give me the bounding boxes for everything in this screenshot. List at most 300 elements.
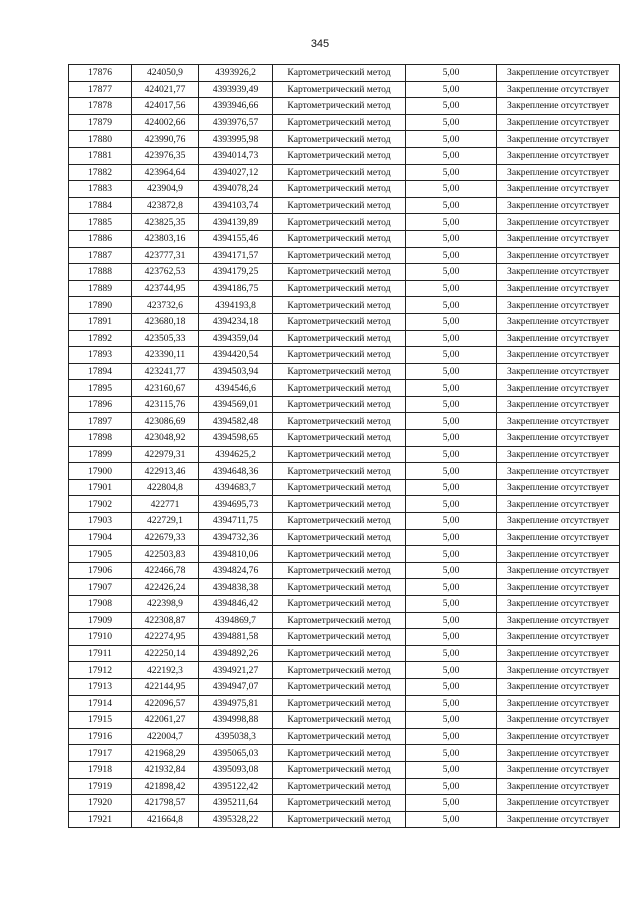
- table-row: [69, 363, 620, 380]
- method-cell: Картометрический метод: [273, 529, 406, 546]
- method-cell: Картометрический метод: [273, 546, 406, 563]
- accuracy-cell: 5,00: [406, 695, 497, 712]
- method-cell: Картометрический метод: [273, 181, 406, 198]
- x-coordinate-cell: 422804,8: [132, 479, 199, 496]
- method-cell: Картометрический метод: [273, 114, 406, 131]
- accuracy-cell: 5,00: [406, 280, 497, 297]
- x-coordinate-cell: 422426,24: [132, 579, 199, 596]
- x-coordinate-cell: 424002,66: [132, 114, 199, 131]
- y-coordinate-cell: 4394846,42: [199, 596, 273, 613]
- x-coordinate-cell: 423872,8: [132, 197, 199, 214]
- table-row: [69, 811, 620, 828]
- fixing-cell: Закрепление отсутствует: [497, 712, 620, 729]
- y-coordinate-cell: 4394359,04: [199, 330, 273, 347]
- y-coordinate-cell: 4395065,03: [199, 745, 273, 762]
- x-coordinate-cell: 422771: [132, 496, 199, 513]
- table-row: [69, 164, 620, 181]
- point-number-cell: 17906: [69, 562, 132, 579]
- x-coordinate-cell: 423904,9: [132, 181, 199, 198]
- fixing-cell: Закрепление отсутствует: [497, 81, 620, 98]
- method-cell: Картометрический метод: [273, 745, 406, 762]
- fixing-cell: Закрепление отсутствует: [497, 98, 620, 115]
- table-row: [69, 728, 620, 745]
- fixing-cell: Закрепление отсутствует: [497, 562, 620, 579]
- x-coordinate-cell: 423762,53: [132, 264, 199, 281]
- point-number-cell: 17898: [69, 430, 132, 447]
- method-cell: Картометрический метод: [273, 131, 406, 148]
- point-number-cell: 17921: [69, 811, 132, 828]
- x-coordinate-cell: 422250,14: [132, 645, 199, 662]
- fixing-cell: Закрепление отсутствует: [497, 529, 620, 546]
- table-row: [69, 446, 620, 463]
- fixing-cell: Закрепление отсутствует: [497, 479, 620, 496]
- accuracy-cell: 5,00: [406, 247, 497, 264]
- method-cell: Картометрический метод: [273, 230, 406, 247]
- accuracy-cell: 5,00: [406, 197, 497, 214]
- accuracy-cell: 5,00: [406, 65, 497, 82]
- coordinates-table: [68, 64, 620, 828]
- method-cell: Картометрический метод: [273, 463, 406, 480]
- fixing-cell: Закрепление отсутствует: [497, 181, 620, 198]
- accuracy-cell: 5,00: [406, 363, 497, 380]
- table-row: [69, 413, 620, 430]
- x-coordinate-cell: 422308,87: [132, 612, 199, 629]
- point-number-cell: 17885: [69, 214, 132, 231]
- y-coordinate-cell: 4394171,57: [199, 247, 273, 264]
- method-cell: Картометрический метод: [273, 645, 406, 662]
- accuracy-cell: 5,00: [406, 297, 497, 314]
- fixing-cell: Закрепление отсутствует: [497, 513, 620, 530]
- accuracy-cell: 5,00: [406, 313, 497, 330]
- point-number-cell: 17916: [69, 728, 132, 745]
- table-row: [69, 430, 620, 447]
- accuracy-cell: 5,00: [406, 479, 497, 496]
- table-row: [69, 761, 620, 778]
- accuracy-cell: 5,00: [406, 596, 497, 613]
- method-cell: Картометрический метод: [273, 247, 406, 264]
- fixing-cell: Закрепление отсутствует: [497, 164, 620, 181]
- method-cell: Картометрический метод: [273, 695, 406, 712]
- fixing-cell: Закрепление отсутствует: [497, 645, 620, 662]
- y-coordinate-cell: 4394711,75: [199, 513, 273, 530]
- accuracy-cell: 5,00: [406, 546, 497, 563]
- method-cell: Картометрический метод: [273, 98, 406, 115]
- point-number-cell: 17888: [69, 264, 132, 281]
- method-cell: Картометрический метод: [273, 280, 406, 297]
- point-number-cell: 17884: [69, 197, 132, 214]
- y-coordinate-cell: 4394598,65: [199, 430, 273, 447]
- y-coordinate-cell: 4395093,08: [199, 761, 273, 778]
- method-cell: Картометрический метод: [273, 761, 406, 778]
- x-coordinate-cell: 423964,64: [132, 164, 199, 181]
- method-cell: Картометрический метод: [273, 347, 406, 364]
- point-number-cell: 17919: [69, 778, 132, 795]
- point-number-cell: 17889: [69, 280, 132, 297]
- fixing-cell: Закрепление отсутствует: [497, 778, 620, 795]
- fixing-cell: Закрепление отсутствует: [497, 131, 620, 148]
- fixing-cell: Закрепление отсутствует: [497, 546, 620, 563]
- x-coordinate-cell: 422274,95: [132, 629, 199, 646]
- table-row: [69, 695, 620, 712]
- y-coordinate-cell: 4394155,46: [199, 230, 273, 247]
- accuracy-cell: 5,00: [406, 778, 497, 795]
- table-row: [69, 778, 620, 795]
- table-row: [69, 562, 620, 579]
- fixing-cell: Закрепление отсутствует: [497, 147, 620, 164]
- point-number-cell: 17899: [69, 446, 132, 463]
- fixing-cell: Закрепление отсутствует: [497, 264, 620, 281]
- point-number-cell: 17892: [69, 330, 132, 347]
- method-cell: Картометрический метод: [273, 562, 406, 579]
- fixing-cell: Закрепление отсутствует: [497, 413, 620, 430]
- method-cell: Картометрический метод: [273, 363, 406, 380]
- fixing-cell: Закрепление отсутствует: [497, 247, 620, 264]
- method-cell: Картометрический метод: [273, 596, 406, 613]
- y-coordinate-cell: 4394892,26: [199, 645, 273, 662]
- point-number-cell: 17879: [69, 114, 132, 131]
- accuracy-cell: 5,00: [406, 347, 497, 364]
- point-number-cell: 17894: [69, 363, 132, 380]
- x-coordinate-cell: 422979,31: [132, 446, 199, 463]
- y-coordinate-cell: 4394683,7: [199, 479, 273, 496]
- point-number-cell: 17886: [69, 230, 132, 247]
- x-coordinate-cell: 422503,83: [132, 546, 199, 563]
- point-number-cell: 17907: [69, 579, 132, 596]
- accuracy-cell: 5,00: [406, 413, 497, 430]
- accuracy-cell: 5,00: [406, 230, 497, 247]
- accuracy-cell: 5,00: [406, 446, 497, 463]
- table-row: [69, 347, 620, 364]
- x-coordinate-cell: 423732,6: [132, 297, 199, 314]
- method-cell: Картометрический метод: [273, 446, 406, 463]
- point-number-cell: 17917: [69, 745, 132, 762]
- method-cell: Картометрический метод: [273, 662, 406, 679]
- method-cell: Картометрический метод: [273, 81, 406, 98]
- fixing-cell: Закрепление отсутствует: [497, 612, 620, 629]
- table-row: [69, 98, 620, 115]
- fixing-cell: Закрепление отсутствует: [497, 380, 620, 397]
- accuracy-cell: 5,00: [406, 98, 497, 115]
- x-coordinate-cell: 423990,76: [132, 131, 199, 148]
- y-coordinate-cell: 4394546,6: [199, 380, 273, 397]
- point-number-cell: 17901: [69, 479, 132, 496]
- y-coordinate-cell: 4394193,8: [199, 297, 273, 314]
- y-coordinate-cell: 4394869,7: [199, 612, 273, 629]
- table-row: [69, 645, 620, 662]
- method-cell: Картометрический метод: [273, 678, 406, 695]
- y-coordinate-cell: 4395328,22: [199, 811, 273, 828]
- table-row: [69, 529, 620, 546]
- point-number-cell: 17900: [69, 463, 132, 480]
- point-number-cell: 17876: [69, 65, 132, 82]
- y-coordinate-cell: 4394921,27: [199, 662, 273, 679]
- point-number-cell: 17920: [69, 795, 132, 812]
- fixing-cell: Закрепление отсутствует: [497, 280, 620, 297]
- y-coordinate-cell: 4394503,94: [199, 363, 273, 380]
- fixing-cell: Закрепление отсутствует: [497, 230, 620, 247]
- y-coordinate-cell: 4394027,12: [199, 164, 273, 181]
- point-number-cell: 17910: [69, 629, 132, 646]
- x-coordinate-cell: 423744,95: [132, 280, 199, 297]
- x-coordinate-cell: 423825,35: [132, 214, 199, 231]
- accuracy-cell: 5,00: [406, 662, 497, 679]
- y-coordinate-cell: 4394625,2: [199, 446, 273, 463]
- accuracy-cell: 5,00: [406, 728, 497, 745]
- x-coordinate-cell: 423680,18: [132, 313, 199, 330]
- point-number-cell: 17902: [69, 496, 132, 513]
- table-row: [69, 795, 620, 812]
- table-row: [69, 496, 620, 513]
- table-row: [69, 313, 620, 330]
- y-coordinate-cell: 4394824,76: [199, 562, 273, 579]
- fixing-cell: Закрепление отсутствует: [497, 662, 620, 679]
- y-coordinate-cell: 4394014,73: [199, 147, 273, 164]
- y-coordinate-cell: 4394838,38: [199, 579, 273, 596]
- x-coordinate-cell: 423390,11: [132, 347, 199, 364]
- x-coordinate-cell: 422913,46: [132, 463, 199, 480]
- x-coordinate-cell: 424050,9: [132, 65, 199, 82]
- x-coordinate-cell: 422004,7: [132, 728, 199, 745]
- x-coordinate-cell: 421798,57: [132, 795, 199, 812]
- point-number-cell: 17912: [69, 662, 132, 679]
- method-cell: Картометрический метод: [273, 513, 406, 530]
- table-row: [69, 546, 620, 563]
- method-cell: Картометрический метод: [273, 579, 406, 596]
- table-row: [69, 579, 620, 596]
- accuracy-cell: 5,00: [406, 131, 497, 148]
- method-cell: Картометрический метод: [273, 147, 406, 164]
- point-number-cell: 17896: [69, 396, 132, 413]
- x-coordinate-cell: 423803,16: [132, 230, 199, 247]
- fixing-cell: Закрепление отсутствует: [497, 396, 620, 413]
- y-coordinate-cell: 4394810,06: [199, 546, 273, 563]
- point-number-cell: 17911: [69, 645, 132, 662]
- fixing-cell: Закрепление отсутствует: [497, 214, 620, 231]
- accuracy-cell: 5,00: [406, 396, 497, 413]
- table-row: [69, 230, 620, 247]
- point-number-cell: 17914: [69, 695, 132, 712]
- method-cell: Картометрический метод: [273, 612, 406, 629]
- fixing-cell: Закрепление отсутствует: [497, 347, 620, 364]
- y-coordinate-cell: 4395122,42: [199, 778, 273, 795]
- fixing-cell: Закрепление отсутствует: [497, 761, 620, 778]
- y-coordinate-cell: 4393995,98: [199, 131, 273, 148]
- y-coordinate-cell: 4393939,49: [199, 81, 273, 98]
- table-row: [69, 513, 620, 530]
- table-row: [69, 65, 620, 82]
- point-number-cell: 17913: [69, 678, 132, 695]
- accuracy-cell: 5,00: [406, 529, 497, 546]
- table-row: [69, 247, 620, 264]
- fixing-cell: Закрепление отсутствует: [497, 430, 620, 447]
- fixing-cell: Закрепление отсутствует: [497, 446, 620, 463]
- x-coordinate-cell: 423976,35: [132, 147, 199, 164]
- accuracy-cell: 5,00: [406, 645, 497, 662]
- y-coordinate-cell: 4394947,07: [199, 678, 273, 695]
- method-cell: Картометрический метод: [273, 330, 406, 347]
- x-coordinate-cell: 423115,76: [132, 396, 199, 413]
- point-number-cell: 17887: [69, 247, 132, 264]
- fixing-cell: Закрепление отсутствует: [497, 745, 620, 762]
- table-row: [69, 214, 620, 231]
- method-cell: Картометрический метод: [273, 728, 406, 745]
- x-coordinate-cell: 422729,1: [132, 513, 199, 530]
- point-number-cell: 17904: [69, 529, 132, 546]
- x-coordinate-cell: 422398,9: [132, 596, 199, 613]
- accuracy-cell: 5,00: [406, 114, 497, 131]
- method-cell: Картометрический метод: [273, 413, 406, 430]
- fixing-cell: Закрепление отсутствует: [497, 463, 620, 480]
- method-cell: Картометрический метод: [273, 795, 406, 812]
- method-cell: Картометрический метод: [273, 811, 406, 828]
- coordinates-table-body: [69, 65, 620, 828]
- accuracy-cell: 5,00: [406, 81, 497, 98]
- y-coordinate-cell: 4393976,57: [199, 114, 273, 131]
- x-coordinate-cell: 421898,42: [132, 778, 199, 795]
- y-coordinate-cell: 4394695,73: [199, 496, 273, 513]
- point-number-cell: 17903: [69, 513, 132, 530]
- x-coordinate-cell: 422144,95: [132, 678, 199, 695]
- fixing-cell: Закрепление отсутствует: [497, 197, 620, 214]
- fixing-cell: Закрепление отсутствует: [497, 65, 620, 82]
- table-row: [69, 712, 620, 729]
- fixing-cell: Закрепление отсутствует: [497, 678, 620, 695]
- y-coordinate-cell: 4393926,2: [199, 65, 273, 82]
- page-number: 345: [310, 38, 330, 50]
- y-coordinate-cell: 4395211,64: [199, 795, 273, 812]
- y-coordinate-cell: 4394732,36: [199, 529, 273, 546]
- x-coordinate-cell: 422192,3: [132, 662, 199, 679]
- method-cell: Картометрический метод: [273, 164, 406, 181]
- point-number-cell: 17881: [69, 147, 132, 164]
- fixing-cell: Закрепление отсутствует: [497, 795, 620, 812]
- point-number-cell: 17883: [69, 181, 132, 198]
- accuracy-cell: 5,00: [406, 330, 497, 347]
- method-cell: Картометрический метод: [273, 396, 406, 413]
- fixing-cell: Закрепление отсутствует: [497, 363, 620, 380]
- point-number-cell: 17918: [69, 761, 132, 778]
- x-coordinate-cell: 423505,33: [132, 330, 199, 347]
- fixing-cell: Закрепление отсутствует: [497, 297, 620, 314]
- point-number-cell: 17878: [69, 98, 132, 115]
- accuracy-cell: 5,00: [406, 430, 497, 447]
- accuracy-cell: 5,00: [406, 811, 497, 828]
- point-number-cell: 17909: [69, 612, 132, 629]
- accuracy-cell: 5,00: [406, 562, 497, 579]
- accuracy-cell: 5,00: [406, 264, 497, 281]
- method-cell: Картометрический метод: [273, 629, 406, 646]
- table-row: [69, 678, 620, 695]
- point-number-cell: 17890: [69, 297, 132, 314]
- y-coordinate-cell: 4394103,74: [199, 197, 273, 214]
- accuracy-cell: 5,00: [406, 579, 497, 596]
- y-coordinate-cell: 4394975,81: [199, 695, 273, 712]
- table-row: [69, 197, 620, 214]
- table-row: [69, 745, 620, 762]
- point-number-cell: 17880: [69, 131, 132, 148]
- accuracy-cell: 5,00: [406, 214, 497, 231]
- method-cell: Картометрический метод: [273, 496, 406, 513]
- point-number-cell: 17893: [69, 347, 132, 364]
- x-coordinate-cell: 424021,77: [132, 81, 199, 98]
- method-cell: Картометрический метод: [273, 297, 406, 314]
- table-row: [69, 181, 620, 198]
- point-number-cell: 17895: [69, 380, 132, 397]
- fixing-cell: Закрепление отсутствует: [497, 728, 620, 745]
- point-number-cell: 17891: [69, 313, 132, 330]
- method-cell: Картометрический метод: [273, 197, 406, 214]
- x-coordinate-cell: 421932,84: [132, 761, 199, 778]
- table-row: [69, 280, 620, 297]
- method-cell: Картометрический метод: [273, 65, 406, 82]
- accuracy-cell: 5,00: [406, 629, 497, 646]
- x-coordinate-cell: 423048,92: [132, 430, 199, 447]
- x-coordinate-cell: 423086,69: [132, 413, 199, 430]
- accuracy-cell: 5,00: [406, 380, 497, 397]
- accuracy-cell: 5,00: [406, 164, 497, 181]
- y-coordinate-cell: 4394582,48: [199, 413, 273, 430]
- table-row: [69, 147, 620, 164]
- method-cell: Картометрический метод: [273, 778, 406, 795]
- x-coordinate-cell: 422466,78: [132, 562, 199, 579]
- table-row: [69, 264, 620, 281]
- y-coordinate-cell: 4394078,24: [199, 181, 273, 198]
- point-number-cell: 17905: [69, 546, 132, 563]
- x-coordinate-cell: 421664,8: [132, 811, 199, 828]
- point-number-cell: 17897: [69, 413, 132, 430]
- y-coordinate-cell: 4394186,75: [199, 280, 273, 297]
- fixing-cell: Закрепление отсутствует: [497, 496, 620, 513]
- table-row: [69, 330, 620, 347]
- table-row: [69, 380, 620, 397]
- accuracy-cell: 5,00: [406, 147, 497, 164]
- method-cell: Картометрический метод: [273, 313, 406, 330]
- table-row: [69, 662, 620, 679]
- x-coordinate-cell: 423160,67: [132, 380, 199, 397]
- fixing-cell: Закрепление отсутствует: [497, 629, 620, 646]
- accuracy-cell: 5,00: [406, 612, 497, 629]
- y-coordinate-cell: 4394234,18: [199, 313, 273, 330]
- table-row: [69, 463, 620, 480]
- table-row: [69, 479, 620, 496]
- table-row: [69, 131, 620, 148]
- accuracy-cell: 5,00: [406, 761, 497, 778]
- x-coordinate-cell: 421968,29: [132, 745, 199, 762]
- x-coordinate-cell: 422096,57: [132, 695, 199, 712]
- table-row: [69, 596, 620, 613]
- method-cell: Картометрический метод: [273, 214, 406, 231]
- y-coordinate-cell: 4394179,25: [199, 264, 273, 281]
- y-coordinate-cell: 4394881,58: [199, 629, 273, 646]
- accuracy-cell: 5,00: [406, 181, 497, 198]
- y-coordinate-cell: 4394569,01: [199, 396, 273, 413]
- point-number-cell: 17908: [69, 596, 132, 613]
- table-row: [69, 612, 620, 629]
- table-row: [69, 114, 620, 131]
- fixing-cell: Закрепление отсутствует: [497, 579, 620, 596]
- fixing-cell: Закрепление отсутствует: [497, 114, 620, 131]
- method-cell: Картометрический метод: [273, 479, 406, 496]
- accuracy-cell: 5,00: [406, 463, 497, 480]
- y-coordinate-cell: 4394998,88: [199, 712, 273, 729]
- accuracy-cell: 5,00: [406, 678, 497, 695]
- accuracy-cell: 5,00: [406, 795, 497, 812]
- fixing-cell: Закрепление отсутствует: [497, 313, 620, 330]
- x-coordinate-cell: 422061,27: [132, 712, 199, 729]
- y-coordinate-cell: 4393946,66: [199, 98, 273, 115]
- table-row: [69, 396, 620, 413]
- x-coordinate-cell: 423777,31: [132, 247, 199, 264]
